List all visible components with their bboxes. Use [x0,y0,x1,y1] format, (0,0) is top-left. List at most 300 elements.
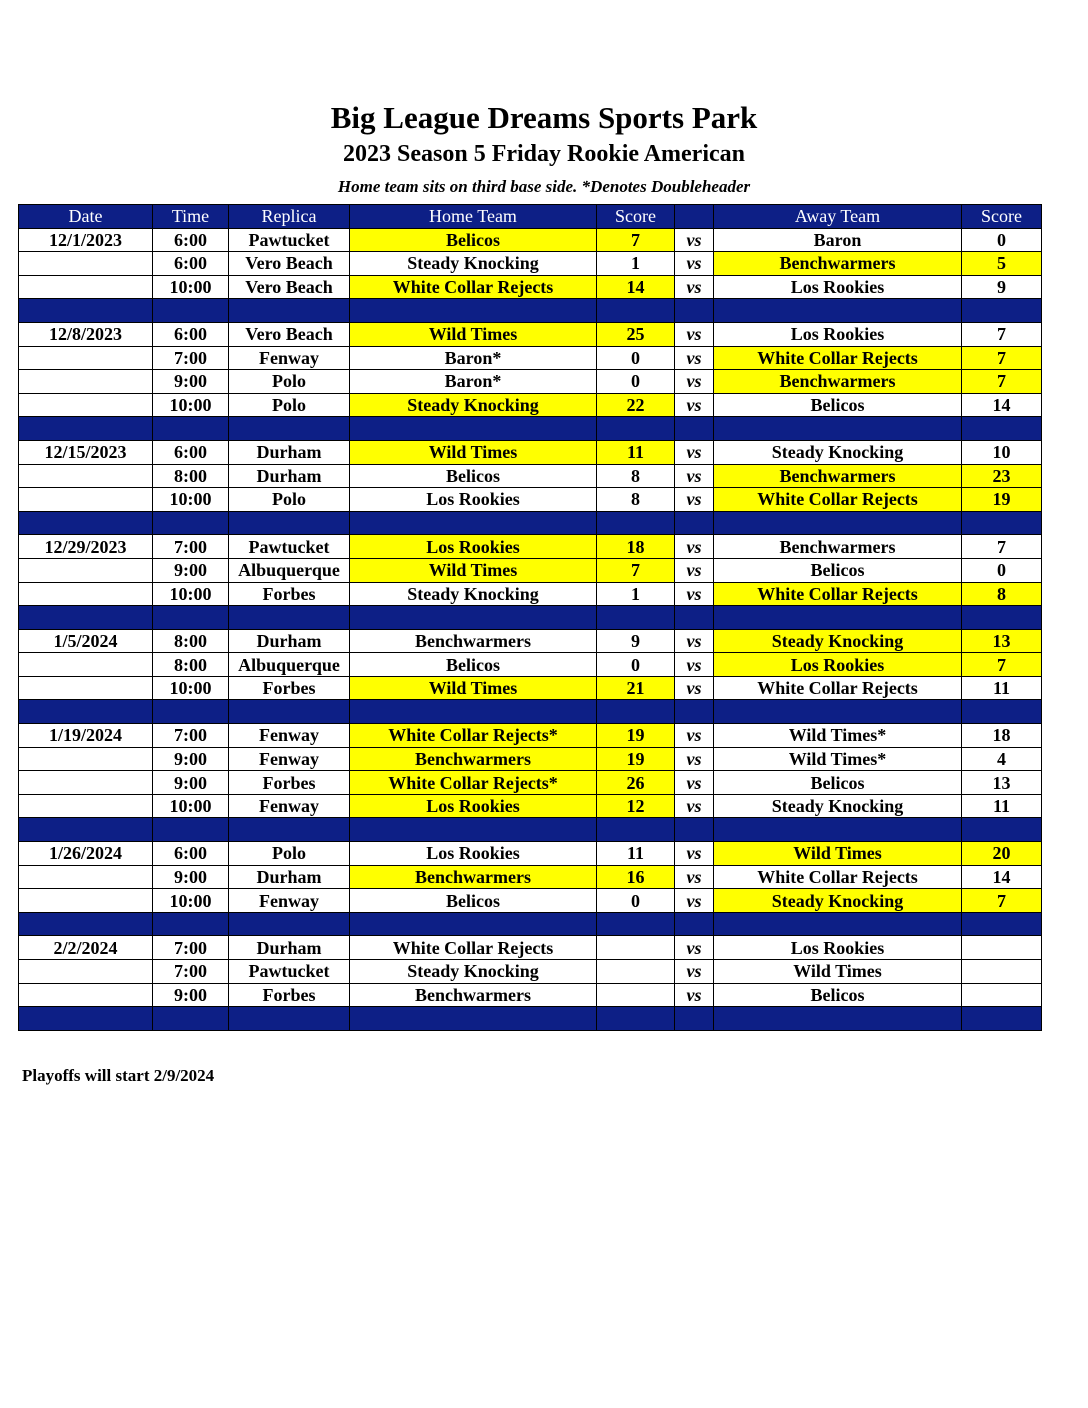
date-cell [19,960,153,984]
separator-cell [350,700,597,724]
header-home-team: Home Team [350,205,597,229]
separator-cell [714,818,962,842]
vs-cell: vs [675,983,714,1007]
date-cell [19,865,153,889]
vs-cell: vs [675,865,714,889]
table-row [19,346,1042,370]
home-score-cell: 0 [597,889,675,913]
home-team-cell: Belicos [350,228,597,252]
separator-cell [19,606,153,630]
time-cell: 10:00 [153,889,229,913]
separator-cell [153,1007,229,1031]
time-cell: 9:00 [153,771,229,795]
home-team-cell: Benchwarmers [350,747,597,771]
separator-cell [962,912,1042,936]
time-cell: 6:00 [153,322,229,346]
vs-cell: vs [675,842,714,866]
date-cell: 1/26/2024 [19,842,153,866]
away-score-cell: 14 [962,393,1042,417]
home-score-cell: 1 [597,252,675,276]
separator-cell [19,912,153,936]
home-team-cell: Los Rookies [350,535,597,559]
separator-cell [153,511,229,535]
replica-cell: Forbes [229,676,350,700]
separator-cell [229,818,350,842]
separator-cell [19,818,153,842]
date-cell: 12/8/2023 [19,322,153,346]
vs-cell: vs [675,228,714,252]
separator-cell [962,606,1042,630]
away-team-cell: Steady Knocking [714,629,962,653]
vs-cell: vs [675,629,714,653]
separator-cell [962,417,1042,441]
time-cell: 10:00 [153,794,229,818]
time-cell: 7:00 [153,960,229,984]
separator-cell [19,1007,153,1031]
home-score-cell: 9 [597,629,675,653]
separator-cell [229,912,350,936]
away-score-cell: 7 [962,889,1042,913]
separator-cell [350,606,597,630]
home-team-cell: Wild Times [350,676,597,700]
date-cell [19,676,153,700]
time-cell: 6:00 [153,228,229,252]
schedule-body [19,228,1042,1030]
table-row [19,936,1042,960]
away-team-cell: Wild Times [714,960,962,984]
vs-cell: vs [675,346,714,370]
replica-cell: Vero Beach [229,252,350,276]
table-row [19,275,1042,299]
separator-cell [597,1007,675,1031]
date-cell [19,653,153,677]
table-row [19,558,1042,582]
table-row [19,582,1042,606]
separator-cell [19,299,153,323]
separator-cell [675,818,714,842]
separator-cell [350,818,597,842]
time-cell: 6:00 [153,252,229,276]
away-team-cell: Wild Times* [714,747,962,771]
vs-cell: vs [675,771,714,795]
time-cell: 7:00 [153,936,229,960]
header-date: Date [19,205,153,229]
home-score-cell [597,936,675,960]
away-team-cell: White Collar Rejects [714,676,962,700]
date-cell: 12/1/2023 [19,228,153,252]
separator-cell [153,299,229,323]
replica-cell: Forbes [229,771,350,795]
vs-cell: vs [675,794,714,818]
date-cell: 1/5/2024 [19,629,153,653]
away-team-cell: Benchwarmers [714,535,962,559]
table-row [19,889,1042,913]
replica-cell: Durham [229,865,350,889]
time-cell: 10:00 [153,393,229,417]
home-team-cell: Baron* [350,370,597,394]
home-score-cell: 11 [597,842,675,866]
replica-cell: Polo [229,488,350,512]
replica-cell: Fenway [229,724,350,748]
away-score-cell: 18 [962,724,1042,748]
time-cell: 9:00 [153,370,229,394]
away-score-cell: 7 [962,535,1042,559]
home-team-cell: Wild Times [350,440,597,464]
time-cell: 9:00 [153,747,229,771]
away-score-cell: 20 [962,842,1042,866]
separator-cell [597,511,675,535]
playoffs-note: Playoffs will start 2/9/2024 [22,1066,215,1085]
separator-cell [675,511,714,535]
separator-cell [229,1007,350,1031]
date-cell [19,582,153,606]
away-score-cell: 9 [962,275,1042,299]
home-score-cell: 14 [597,275,675,299]
header-away-team: Away Team [714,205,962,229]
separator-cell [229,606,350,630]
date-cell: 2/2/2024 [19,936,153,960]
home-team-cell: Los Rookies [350,794,597,818]
away-score-cell: 7 [962,370,1042,394]
table-row [19,747,1042,771]
away-team-cell: Belicos [714,558,962,582]
home-score-cell: 22 [597,393,675,417]
replica-cell: Durham [229,440,350,464]
table-row [19,322,1042,346]
date-cell [19,275,153,299]
table-row [19,771,1042,795]
separator-cell [675,912,714,936]
vs-cell: vs [675,370,714,394]
separator-cell [962,299,1042,323]
replica-cell: Albuquerque [229,558,350,582]
page-note: Home team sits on third base side. *Denotes Doubleheader [337,177,751,196]
table-row [19,488,1042,512]
away-score-cell: 4 [962,747,1042,771]
away-team-cell: Wild Times* [714,724,962,748]
separator-cell [229,417,350,441]
date-cell [19,346,153,370]
separator-cell [350,299,597,323]
separator-cell [597,700,675,724]
away-team-cell: Wild Times [714,842,962,866]
separator-row [19,912,1042,936]
table-row [19,794,1042,818]
replica-cell: Fenway [229,794,350,818]
replica-cell: Pawtucket [229,228,350,252]
home-score-cell [597,960,675,984]
date-cell [19,889,153,913]
home-team-cell: Steady Knocking [350,582,597,606]
away-score-cell: 11 [962,794,1042,818]
separator-cell [675,1007,714,1031]
time-cell: 7:00 [153,535,229,559]
separator-row [19,606,1042,630]
home-team-cell: White Collar Rejects* [350,724,597,748]
separator-cell [19,417,153,441]
home-team-cell: White Collar Rejects* [350,771,597,795]
vs-cell: vs [675,275,714,299]
time-cell: 8:00 [153,653,229,677]
separator-row [19,299,1042,323]
away-team-cell: Los Rookies [714,936,962,960]
separator-cell [597,417,675,441]
separator-cell [350,511,597,535]
table-row [19,440,1042,464]
home-score-cell: 25 [597,322,675,346]
time-cell: 8:00 [153,464,229,488]
separator-cell [714,417,962,441]
date-cell: 12/29/2023 [19,535,153,559]
header-time: Time [153,205,229,229]
replica-cell: Durham [229,629,350,653]
separator-cell [714,299,962,323]
separator-row [19,511,1042,535]
table-row [19,370,1042,394]
vs-cell: vs [675,747,714,771]
separator-cell [350,912,597,936]
replica-cell: Pawtucket [229,535,350,559]
page-title: Big League Dreams Sports Park [330,100,758,135]
separator-cell [962,700,1042,724]
vs-cell: vs [675,488,714,512]
separator-cell [962,1007,1042,1031]
away-score-cell [962,983,1042,1007]
away-score-cell: 5 [962,252,1042,276]
away-score-cell [962,936,1042,960]
away-team-cell: Steady Knocking [714,794,962,818]
away-score-cell [962,960,1042,984]
separator-cell [597,299,675,323]
date-cell [19,747,153,771]
replica-cell: Fenway [229,889,350,913]
header-home-score: Score [597,205,675,229]
vs-cell: vs [675,558,714,582]
away-team-cell: Benchwarmers [714,370,962,394]
away-team-cell: White Collar Rejects [714,865,962,889]
separator-cell [675,606,714,630]
date-cell [19,488,153,512]
home-score-cell: 19 [597,747,675,771]
separator-cell [350,417,597,441]
separator-cell [597,606,675,630]
table-row [19,960,1042,984]
away-team-cell: Los Rookies [714,275,962,299]
home-score-cell: 1 [597,582,675,606]
date-cell [19,771,153,795]
separator-cell [597,818,675,842]
away-team-cell: Belicos [714,771,962,795]
date-cell [19,370,153,394]
separator-cell [962,511,1042,535]
home-team-cell: Steady Knocking [350,960,597,984]
time-cell: 7:00 [153,724,229,748]
away-score-cell: 8 [962,582,1042,606]
home-score-cell [597,983,675,1007]
home-score-cell: 18 [597,535,675,559]
home-team-cell: Steady Knocking [350,393,597,417]
home-team-cell: Benchwarmers [350,983,597,1007]
away-score-cell: 13 [962,629,1042,653]
time-cell: 10:00 [153,582,229,606]
table-row [19,252,1042,276]
home-team-cell: Wild Times [350,558,597,582]
home-score-cell: 19 [597,724,675,748]
replica-cell: Pawtucket [229,960,350,984]
page-subtitle: 2023 Season 5 Friday Rookie American [343,141,745,167]
separator-cell [153,912,229,936]
replica-cell: Fenway [229,346,350,370]
away-team-cell: White Collar Rejects [714,488,962,512]
home-score-cell: 0 [597,370,675,394]
home-score-cell: 11 [597,440,675,464]
vs-cell: vs [675,936,714,960]
time-cell: 6:00 [153,440,229,464]
replica-cell: Albuquerque [229,653,350,677]
away-score-cell: 19 [962,488,1042,512]
date-cell: 12/15/2023 [19,440,153,464]
table-row [19,629,1042,653]
replica-cell: Forbes [229,983,350,1007]
separator-cell [675,700,714,724]
vs-cell: vs [675,535,714,559]
away-team-cell: Benchwarmers [714,252,962,276]
away-team-cell: Steady Knocking [714,889,962,913]
away-score-cell: 11 [962,676,1042,700]
separator-cell [153,606,229,630]
home-score-cell: 7 [597,558,675,582]
table-row [19,983,1042,1007]
separator-row [19,1007,1042,1031]
replica-cell: Durham [229,464,350,488]
separator-cell [714,511,962,535]
vs-cell: vs [675,252,714,276]
date-cell [19,393,153,417]
table-row [19,393,1042,417]
home-team-cell: Benchwarmers [350,865,597,889]
separator-cell [229,511,350,535]
vs-cell: vs [675,440,714,464]
away-score-cell: 23 [962,464,1042,488]
separator-row [19,417,1042,441]
home-score-cell: 21 [597,676,675,700]
vs-cell: vs [675,960,714,984]
away-team-cell: Los Rookies [714,653,962,677]
time-cell: 10:00 [153,488,229,512]
away-score-cell: 0 [962,558,1042,582]
table-row [19,464,1042,488]
separator-cell [153,417,229,441]
separator-cell [714,1007,962,1031]
date-cell: 1/19/2024 [19,724,153,748]
home-score-cell: 0 [597,653,675,677]
table-row [19,865,1042,889]
time-cell: 9:00 [153,983,229,1007]
home-team-cell: Wild Times [350,322,597,346]
table-row [19,653,1042,677]
separator-cell [714,700,962,724]
away-team-cell: White Collar Rejects [714,582,962,606]
separator-row [19,700,1042,724]
home-score-cell: 8 [597,464,675,488]
home-score-cell: 8 [597,488,675,512]
time-cell: 8:00 [153,629,229,653]
header-vs [675,205,714,229]
replica-cell: Vero Beach [229,275,350,299]
home-team-cell: Los Rookies [350,488,597,512]
vs-cell: vs [675,724,714,748]
away-score-cell: 10 [962,440,1042,464]
separator-row [19,818,1042,842]
separator-cell [675,299,714,323]
separator-cell [19,511,153,535]
separator-cell [19,700,153,724]
home-team-cell: Steady Knocking [350,252,597,276]
date-cell [19,983,153,1007]
separator-cell [714,606,962,630]
away-score-cell: 7 [962,322,1042,346]
away-score-cell: 7 [962,346,1042,370]
time-cell: 9:00 [153,558,229,582]
home-team-cell: White Collar Rejects [350,936,597,960]
home-team-cell: Belicos [350,889,597,913]
vs-cell: vs [675,393,714,417]
schedule-table [18,204,1042,1031]
replica-cell: Fenway [229,747,350,771]
vs-cell: vs [675,322,714,346]
home-team-cell: White Collar Rejects [350,275,597,299]
away-score-cell: 13 [962,771,1042,795]
separator-cell [350,1007,597,1031]
home-team-cell: Belicos [350,464,597,488]
away-score-cell: 0 [962,228,1042,252]
away-team-cell: Baron [714,228,962,252]
table-row [19,724,1042,748]
separator-cell [675,417,714,441]
home-score-cell: 12 [597,794,675,818]
time-cell: 9:00 [153,865,229,889]
table-header-row [19,205,1042,229]
away-score-cell: 7 [962,653,1042,677]
date-cell [19,464,153,488]
home-score-cell: 7 [597,228,675,252]
home-score-cell: 16 [597,865,675,889]
time-cell: 6:00 [153,842,229,866]
time-cell: 7:00 [153,346,229,370]
separator-cell [714,912,962,936]
table-row [19,535,1042,559]
date-cell [19,794,153,818]
vs-cell: vs [675,464,714,488]
away-team-cell: Benchwarmers [714,464,962,488]
date-cell [19,558,153,582]
replica-cell: Durham [229,936,350,960]
away-team-cell: White Collar Rejects [714,346,962,370]
away-team-cell: Steady Knocking [714,440,962,464]
table-row [19,676,1042,700]
away-team-cell: Belicos [714,393,962,417]
separator-cell [962,818,1042,842]
home-team-cell: Belicos [350,653,597,677]
separator-cell [153,818,229,842]
away-score-cell: 14 [962,865,1042,889]
vs-cell: vs [675,582,714,606]
vs-cell: vs [675,889,714,913]
time-cell: 10:00 [153,676,229,700]
separator-cell [229,299,350,323]
away-team-cell: Belicos [714,983,962,1007]
separator-cell [597,912,675,936]
